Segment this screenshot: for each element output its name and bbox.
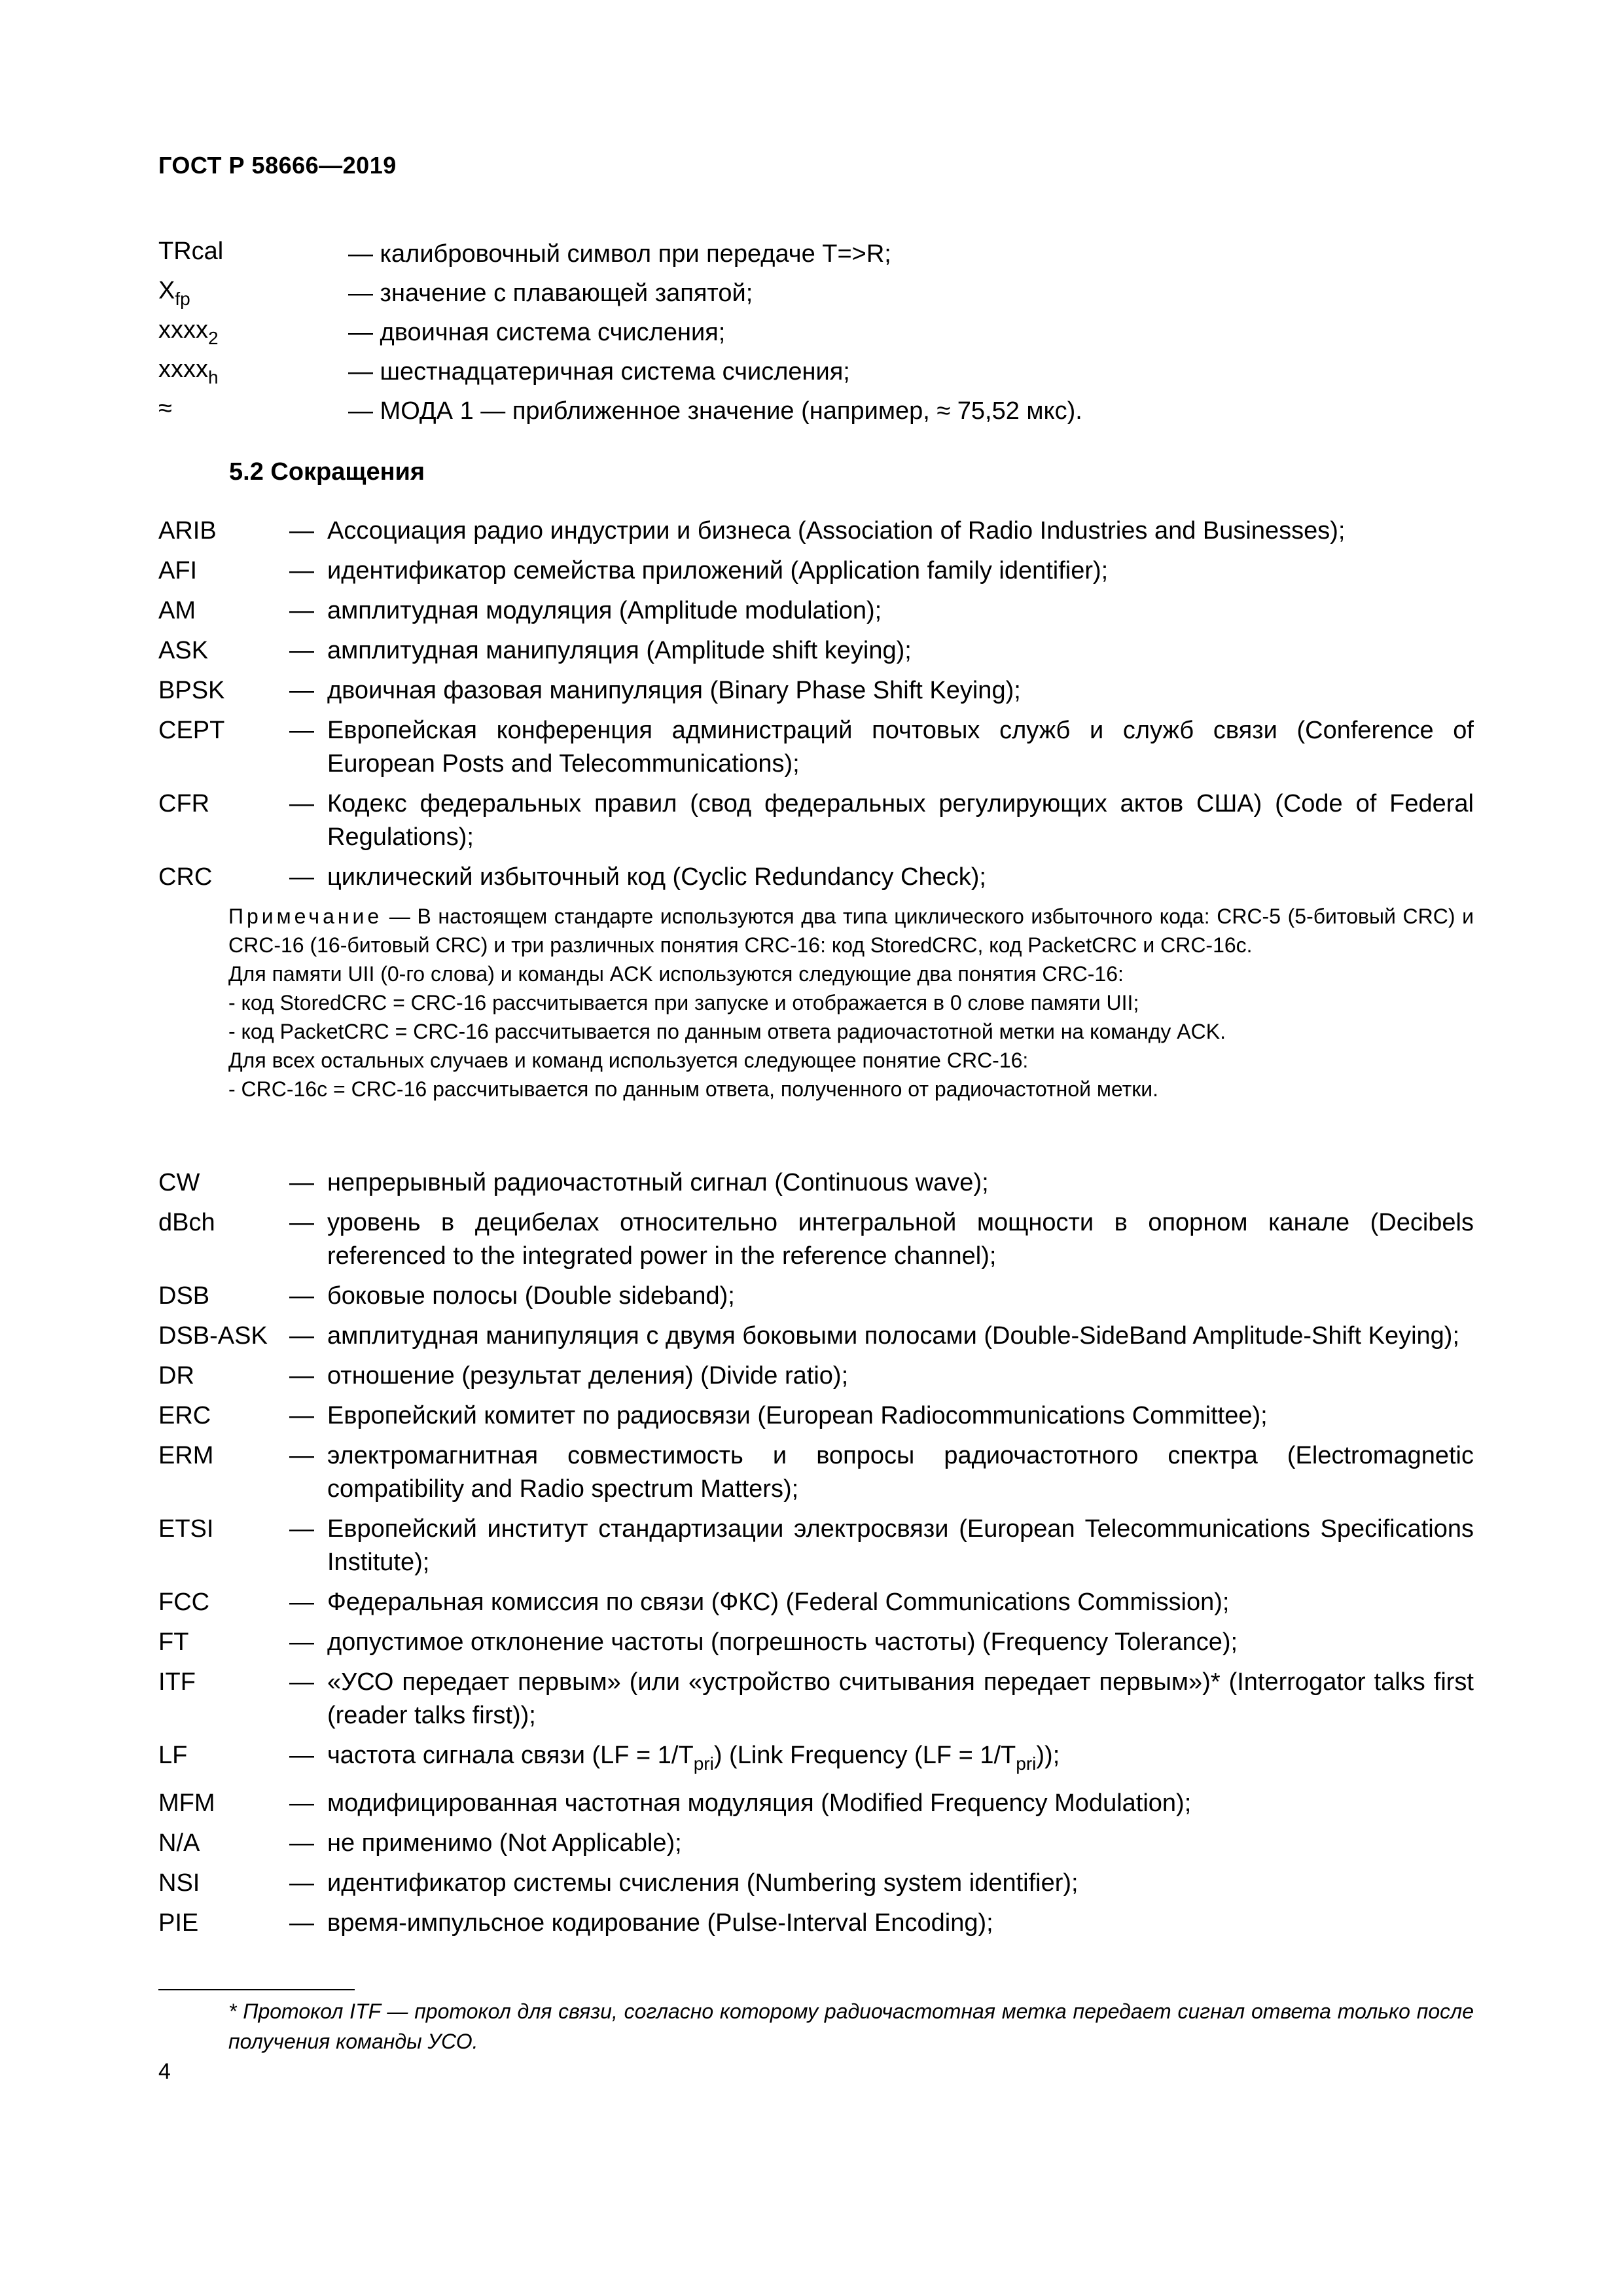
symbol-row bbox=[158, 274, 1467, 313]
symbol-row bbox=[158, 313, 1467, 352]
dash: — bbox=[289, 1909, 314, 1937]
dash: — bbox=[289, 863, 314, 891]
abbreviation-row bbox=[158, 634, 1474, 668]
footnote-text: * Протокол ITF — протокол для связи, согласно которому радиочастотная метка передает сигнал ответа только после получения команды УСО. bbox=[228, 2000, 1474, 2053]
abbreviation-definition: допустимое отклонение частоты (погрешность частоты) (Frequency Tolerance); bbox=[327, 1628, 1238, 1656]
dash: — bbox=[289, 1628, 314, 1656]
abbreviation-list-b bbox=[158, 1166, 1474, 1946]
abbreviation-term: PIE bbox=[158, 1909, 199, 1937]
abbreviation-term: MFM bbox=[158, 1789, 215, 1817]
abbreviation-row bbox=[158, 1787, 1474, 1820]
abbreviation-definition: амплитудная манипуляция с двумя боковыми полосами (Double-SideBand Amplitude-Shift Keying); bbox=[327, 1322, 1460, 1350]
note-line: Для памяти UII (0-го слова) и команды ACK используются следующие два понятия CRC-16: bbox=[228, 962, 1124, 986]
abbreviation-definition: амплитудная манипуляция (Amplitude shift keying); bbox=[327, 637, 912, 664]
symbol-definition: — шестнадцатеричная система счисления; bbox=[348, 357, 850, 386]
abbreviation-row bbox=[158, 1867, 1474, 1900]
symbol-term: TRcal bbox=[158, 238, 224, 265]
abbreviation-term: dBch bbox=[158, 1209, 215, 1236]
abbreviation-term: ERM bbox=[158, 1442, 214, 1469]
abbreviation-row bbox=[158, 594, 1474, 628]
abbreviation-term: CEPT bbox=[158, 717, 225, 744]
abbreviation-row bbox=[158, 1166, 1474, 1200]
abbreviation-term: FT bbox=[158, 1628, 189, 1656]
abbreviation-definition: модифицированная частотная модуляция (Modified Frequency Modulation); bbox=[327, 1789, 1192, 1817]
abbreviation-term: N/A bbox=[158, 1829, 200, 1857]
abbreviation-row bbox=[158, 1626, 1474, 1659]
abbreviation-row bbox=[158, 1439, 1474, 1506]
abbreviation-definition: электромагнитная совместимость и вопросы радиочастотного спектра (Electromagnetic compatibility and Radio spectrum Matters); bbox=[327, 1442, 1474, 1503]
symbol-definition: — значение с плавающей запятой; bbox=[348, 279, 753, 307]
note-line: - код StoredCRC = CRC-16 рассчитывается при запуске и отображается в 0 слове памяти UII; bbox=[228, 991, 1139, 1014]
abbreviation-definition: непрерывный радиочастотный сигнал (Continuous wave); bbox=[327, 1169, 989, 1196]
abbreviation-definition: не применимо (Not Applicable); bbox=[327, 1829, 682, 1857]
symbol-term: xxxx$_2$ bbox=[158, 316, 219, 348]
dash: — bbox=[289, 790, 314, 817]
dash: — bbox=[289, 1515, 314, 1543]
dash: — bbox=[289, 1869, 314, 1897]
abbreviation-term: DR bbox=[158, 1362, 194, 1390]
abbreviation-row bbox=[158, 1319, 1474, 1353]
abbreviation-term: AM bbox=[158, 597, 196, 624]
abbreviation-definition: идентификатор семейства приложений (Application family identifier); bbox=[327, 557, 1109, 584]
dash: — bbox=[289, 1402, 314, 1429]
abbreviation-definition: частота сигнала связи $(LF = 1/T_{pri})$ (Link Frequency $(LF = 1/T_{pri})$); bbox=[327, 1742, 1060, 1774]
abbreviation-term: ARIB bbox=[158, 517, 217, 545]
dash: — bbox=[289, 1322, 314, 1350]
symbol-definition: — калибровочный символ при передаче T=>R; bbox=[348, 240, 891, 268]
abbreviation-definition: время-импульсное кодирование (Pulse-Interval Encoding); bbox=[327, 1909, 993, 1937]
dash: — bbox=[289, 717, 314, 744]
symbol-term: xxxx$_h$ bbox=[158, 355, 219, 387]
section-heading: 5.2 Сокращения bbox=[229, 458, 425, 486]
dash: — bbox=[289, 557, 314, 584]
symbol-definition: — двоичная система счисления; bbox=[348, 318, 726, 346]
dash: — bbox=[289, 597, 314, 624]
dash: — bbox=[289, 1282, 314, 1310]
abbreviation-term: FCC bbox=[158, 1588, 210, 1616]
footnote-divider bbox=[158, 1989, 355, 1990]
dash: — bbox=[289, 1789, 314, 1817]
dash: — bbox=[289, 1209, 314, 1236]
note-line: - CRC-16c = CRC-16 рассчитывается по данным ответа, полученного от радиочастотной метки. bbox=[228, 1077, 1159, 1101]
symbol-row bbox=[158, 234, 1467, 274]
dash: — bbox=[289, 1668, 314, 1696]
abbreviation-term: DSB-ASK bbox=[158, 1322, 268, 1350]
abbreviation-row bbox=[158, 714, 1474, 781]
dash: — bbox=[289, 1442, 314, 1469]
page-number: 4 bbox=[158, 2059, 171, 2084]
abbreviation-row bbox=[158, 1907, 1474, 1940]
abbreviation-row bbox=[158, 674, 1474, 708]
symbol-list bbox=[158, 234, 1467, 431]
symbol-term: $X_{fp}$ bbox=[158, 277, 190, 309]
document-header: ГОСТ Р 58666—2019 bbox=[158, 152, 397, 179]
abbreviation-row bbox=[158, 514, 1474, 548]
abbreviation-definition: двоичная фазовая манипуляция (Binary Phase Shift Keying); bbox=[327, 677, 1021, 704]
abbreviation-row bbox=[158, 554, 1474, 588]
abbreviation-term: ERC bbox=[158, 1402, 211, 1429]
dash: — bbox=[289, 1742, 314, 1769]
abbreviation-definition: Европейская конференция администраций почтовых служб и служб связи (Conference of European Posts and Telecommunications); bbox=[327, 717, 1474, 778]
abbreviation-row bbox=[158, 1586, 1474, 1619]
symbol-row bbox=[158, 352, 1467, 391]
abbreviation-definition: Федеральная комиссия по связи (ФКС) (Federal Communications Commission); bbox=[327, 1588, 1230, 1616]
abbreviation-list-a bbox=[158, 514, 1474, 901]
abbreviation-row bbox=[158, 1280, 1474, 1313]
abbreviation-definition: Ассоциация радио индустрии и бизнеса (Association of Radio Industries and Businesses); bbox=[327, 517, 1346, 545]
symbol-term: ≈ bbox=[158, 395, 172, 422]
abbreviation-term: ASK bbox=[158, 637, 209, 664]
abbreviation-row bbox=[158, 1206, 1474, 1273]
dash: — bbox=[289, 637, 314, 664]
note-label: Примечание bbox=[228, 905, 383, 928]
abbreviation-term: DSB bbox=[158, 1282, 210, 1310]
abbreviation-term: CW bbox=[158, 1169, 200, 1196]
dash: — bbox=[289, 1829, 314, 1857]
abbreviation-row bbox=[158, 1739, 1474, 1780]
note-line: - код PacketCRC = CRC-16 рассчитывается по данным ответа радиочастотной метки на команду ACK. bbox=[228, 1020, 1226, 1043]
abbreviation-term: AFI bbox=[158, 557, 198, 584]
abbreviation-term: CFR bbox=[158, 790, 210, 817]
abbreviation-term: NSI bbox=[158, 1869, 200, 1897]
abbreviation-definition: «УСО передает первым» (или «устройство считывания передает первым»)* (Interrogator talks first (reader talks first)); bbox=[327, 1668, 1474, 1729]
abbreviation-row bbox=[158, 1666, 1474, 1732]
symbol-definition: — МОДА 1 — приближенное значение (например, ≈ 75,52 мкс). bbox=[348, 397, 1082, 425]
abbreviation-definition: отношение (результат деления) (Divide ratio); bbox=[327, 1362, 849, 1390]
crc-note bbox=[158, 902, 1474, 1103]
abbreviation-definition: Кодекс федеральных правил (свод федеральных регулирующих актов США) (Code of Federal Regulations); bbox=[327, 790, 1474, 851]
symbol-row bbox=[158, 391, 1467, 431]
dash: — bbox=[289, 1588, 314, 1616]
abbreviation-definition: циклический избыточный код (Cyclic Redundancy Check); bbox=[327, 863, 986, 891]
abbreviation-definition: идентификатор системы счисления (Numbering system identifier); bbox=[327, 1869, 1079, 1897]
note-paragraph: Примечание — В настоящем стандарте используются два типа циклического избыточного кода: CRC-5 (5-битовый CRC) и CRC-16 (16-битовый CRC) и три различных понятия CRC-16: код StoredCRC, код PacketCRC и CRC-16c. bbox=[228, 905, 1474, 957]
note-line: Для всех остальных случаев и команд используется следующее понятие CRC-16: bbox=[228, 1049, 1029, 1072]
abbreviation-row bbox=[158, 861, 1474, 894]
abbreviation-definition: Европейский институт стандартизации электросвязи (European Telecommunications Specifications Institute); bbox=[327, 1515, 1474, 1576]
abbreviation-definition: уровень в децибелах относительно интегральной мощности в опорном канале (Decibels referenced to the integrated power in the reference channel); bbox=[327, 1209, 1474, 1270]
abbreviation-definition: амплитудная модуляция (Amplitude modulation); bbox=[327, 597, 882, 624]
dash: — bbox=[289, 1169, 314, 1196]
dash: — bbox=[289, 1362, 314, 1390]
abbreviation-row bbox=[158, 1827, 1474, 1860]
abbreviation-row bbox=[158, 1359, 1474, 1393]
abbreviation-term: ETSI bbox=[158, 1515, 214, 1543]
abbreviation-definition: Европейский комитет по радиосвязи (European Radiocommunications Committee); bbox=[327, 1402, 1268, 1429]
footnote bbox=[158, 1996, 1474, 2056]
dash: — bbox=[289, 517, 314, 545]
abbreviation-term: LF bbox=[158, 1742, 188, 1769]
abbreviation-row bbox=[158, 1399, 1474, 1433]
abbreviation-row bbox=[158, 787, 1474, 854]
abbreviation-definition: боковые полосы (Double sideband); bbox=[327, 1282, 735, 1310]
abbreviation-term: ITF bbox=[158, 1668, 196, 1696]
dash: — bbox=[289, 677, 314, 704]
abbreviation-term: CRC bbox=[158, 863, 213, 891]
abbreviation-row bbox=[158, 1513, 1474, 1579]
abbreviation-term: BPSK bbox=[158, 677, 225, 704]
